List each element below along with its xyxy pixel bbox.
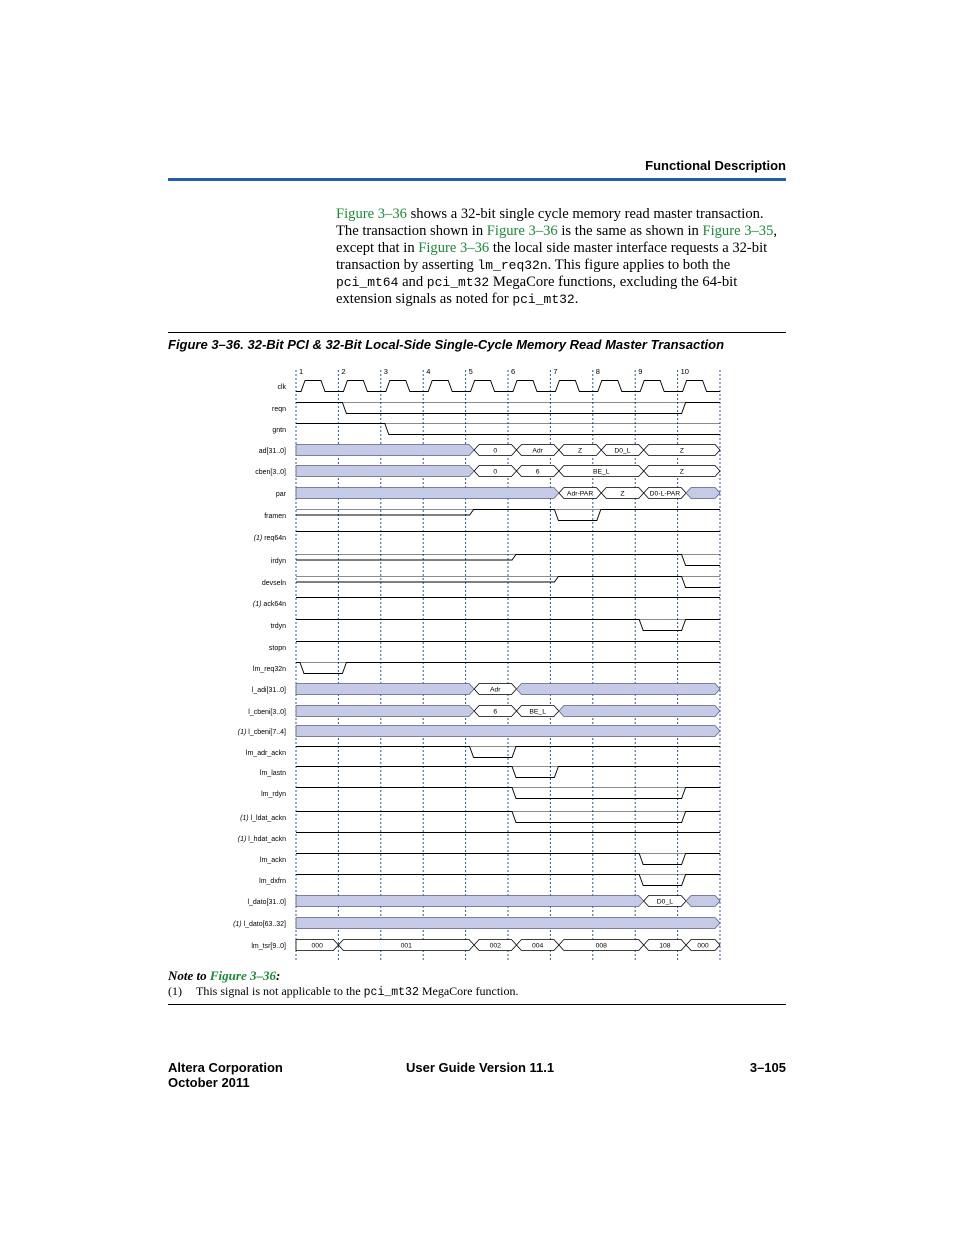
bus-value-label: Z	[679, 468, 684, 476]
signal-name: gntn	[272, 427, 286, 434]
bus-segment	[296, 445, 474, 456]
bus-value-label: Z	[679, 447, 684, 455]
clock-number: 8	[595, 367, 600, 376]
footer-date: October 2011	[168, 1075, 250, 1090]
signal-name: stopn	[268, 645, 286, 652]
bus-value-label: D0-L-PAR	[649, 490, 681, 498]
figure-link[interactable]: Figure 3–36	[209, 968, 276, 983]
lm-rdyn-waveform	[296, 788, 720, 799]
bus-segment	[686, 896, 720, 907]
bus-value-label: 0	[493, 468, 498, 476]
bus-value-label: Adr	[489, 686, 501, 694]
figure-link[interactable]: Figure 3–36	[336, 206, 407, 222]
signal-name: cben[3..0]	[255, 469, 286, 476]
signal-name: lm_tsr[9..0]	[251, 943, 286, 950]
signal-name: framen	[264, 513, 286, 520]
clock-number: 2	[341, 367, 346, 376]
bus-value-label: 004	[532, 942, 544, 950]
l-ldat-ackn-waveform	[296, 812, 720, 823]
bus-value-label: Z	[578, 447, 583, 455]
code-text: lm_req32n	[477, 258, 548, 273]
clock-number: 1	[299, 367, 304, 376]
signal-name: (1) l_dato[63..32]	[233, 921, 286, 928]
trdyn-waveform	[296, 620, 720, 631]
code-text: pci_mt64	[336, 275, 399, 290]
footer-left	[168, 1060, 283, 1090]
signal-name: trdyn	[270, 623, 286, 630]
bus-value-label: D0_L	[656, 898, 674, 906]
bus-segment	[296, 726, 720, 737]
figure-link[interactable]: Figure 3–36	[418, 240, 490, 256]
bus-value-label: BE_L	[592, 468, 610, 476]
clock-number: 3	[383, 367, 388, 376]
clock-number: 4	[426, 367, 431, 376]
signal-name: ad[31..0]	[258, 448, 286, 455]
note-heading: Note to Figure 3–36:	[168, 968, 281, 983]
bus-value-label: Adr	[532, 447, 543, 455]
bus-value-label: D0_L	[614, 447, 631, 455]
clock-number: 7	[553, 367, 558, 376]
signal-name: l_adi[31..0]	[251, 687, 286, 694]
signal-name: par	[275, 491, 286, 498]
figure-link[interactable]: Figure 3–36	[486, 223, 558, 239]
bus-segment	[296, 684, 474, 695]
signal-name: (1) l_ldat_ackn	[240, 815, 286, 822]
footer-company: Altera Corporation	[168, 1060, 283, 1075]
bus-value-label: 000	[311, 942, 323, 950]
signal-name: (1) l_hdat_ackn	[237, 836, 286, 843]
clock-number: 6	[511, 367, 516, 376]
signal-name: (1) l_cbeni[7..4]	[237, 729, 286, 736]
bus-segment	[559, 706, 720, 717]
signal-name: (1) ack64n	[252, 601, 286, 608]
signal-name: lm_rdyn	[261, 791, 286, 798]
figure-title: Figure 3–36. 32-Bit PCI & 32-Bit Local-Side Single-Cycle Memory Read Master Transaction	[168, 337, 725, 352]
signal-name: lm_adr_ackn	[245, 750, 286, 757]
note-item: (1) This signal is not applicable to the pci_mt32 MegaCore function.	[168, 984, 519, 999]
signal-name: reqn	[271, 406, 286, 413]
clock-number: 5	[468, 367, 473, 376]
signal-name: lm_lastn	[259, 770, 286, 777]
signal-name: l_cbeni[3..0]	[248, 709, 286, 716]
bus-segment	[296, 466, 474, 477]
bus-value-label: 6	[535, 468, 540, 476]
bus-value-label: 000	[697, 942, 709, 950]
signal-name: irdyn	[270, 558, 286, 565]
footer-guide: User Guide Version 11.1	[406, 1060, 555, 1075]
bus-value-label: 002	[489, 942, 501, 950]
gntn-waveform	[296, 424, 720, 435]
figure-bottom-rule	[168, 1004, 786, 1005]
clock-number: 9	[638, 367, 643, 376]
signal-name: l_dato[31..0]	[247, 899, 286, 906]
bus-segment	[296, 488, 559, 499]
signal-name: lm_dxfrn	[259, 878, 286, 885]
bus-value-label: 0	[493, 447, 498, 455]
bus-value-label: 008	[595, 942, 607, 950]
intro-paragraph: Figure 3–36 shows a 32-bit single cycle memory read master transaction. The transaction shown in Figure 3–36 is the same as shown in Figure 3–35, except that in Figure 3–36 the local side master interface requests a 32-bit transaction by asserting lm_req32n. This figure applies to both the pci_mt64 and pci_mt32 MegaCore functions, excluding the 64-bit extension signals as noted for pci_mt32.	[336, 206, 778, 307]
bus-segment	[686, 488, 720, 499]
bus-segment	[296, 896, 644, 907]
bus-value-label: 001	[400, 942, 412, 950]
signal-name: lm_req32n	[252, 666, 286, 673]
code-text: pci_mt32	[426, 275, 490, 290]
bus-value-label: 6	[493, 708, 498, 716]
footer-page-number: 3–105	[749, 1060, 786, 1075]
bus-value-label: Z	[620, 490, 625, 498]
bus-segment	[516, 684, 720, 695]
code-text: pci_mt32	[512, 292, 575, 307]
bus-value-label: BE_L	[529, 708, 547, 716]
bus-segment	[296, 706, 474, 717]
bus-value-label: 108	[659, 942, 671, 950]
bus-segment	[296, 918, 720, 929]
clock-number: 10	[680, 367, 689, 376]
signal-name: (1) req64n	[253, 535, 286, 542]
bus-value-label: Adr-PAR	[566, 490, 594, 498]
signal-name: clk	[277, 384, 286, 391]
figure-link[interactable]: Figure 3–35	[702, 223, 774, 239]
signal-name: lm_ackn	[259, 857, 286, 864]
section-header: Functional Description	[645, 158, 786, 173]
signal-name: devseln	[261, 580, 286, 587]
